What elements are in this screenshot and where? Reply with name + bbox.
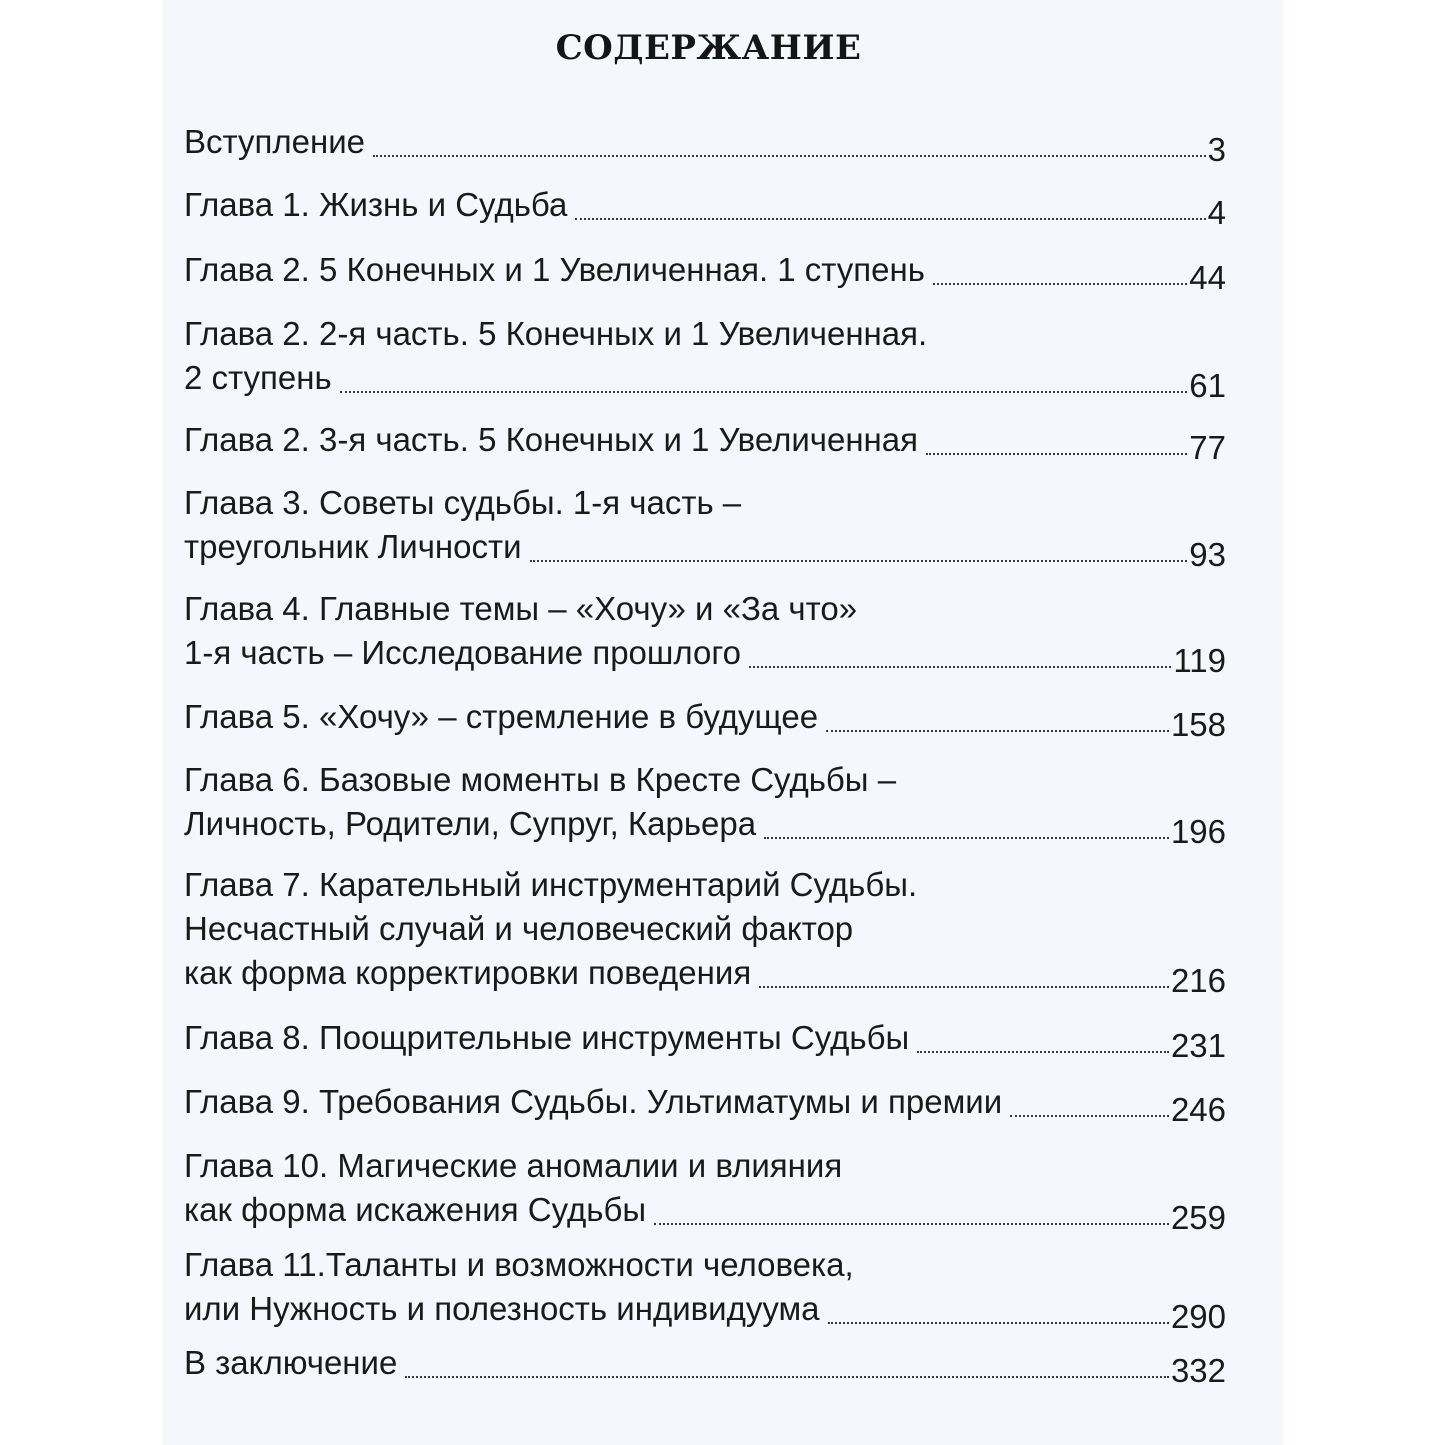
toc-entry (184, 1243, 1226, 1335)
toc-entry (184, 248, 1226, 296)
toc-entry-last-line (184, 1080, 1226, 1128)
dot-leader (749, 666, 1171, 668)
toc-entry-text-line: Глава 1. Жизнь и Судьба (184, 186, 568, 223)
dot-leader (1010, 1115, 1169, 1117)
page-number: 216 (1170, 962, 1226, 999)
toc-entry-last-line (184, 1188, 1226, 1236)
toc-entry (184, 481, 1226, 573)
toc-entry-text-line: как форма искажения Судьбы (184, 1191, 647, 1228)
toc-entry-last-line (184, 418, 1226, 466)
page-number: 196 (1170, 813, 1226, 850)
toc-entry-last-line (184, 1016, 1226, 1064)
dot-leader (575, 218, 1205, 220)
toc-entry (184, 418, 1226, 466)
toc-entry-last-line (184, 951, 1226, 999)
page-number: 332 (1170, 1352, 1226, 1389)
page-number: 4 (1207, 194, 1226, 231)
toc-entry (184, 695, 1226, 743)
dot-leader (654, 1223, 1169, 1225)
dot-leader (926, 453, 1187, 455)
dot-leader (828, 1322, 1169, 1324)
toc-entry-text-line: Глава 9. Требования Судьбы. Ультиматумы и премии (184, 1083, 1003, 1120)
toc-entry (184, 312, 1226, 404)
page-number: 93 (1189, 536, 1226, 573)
toc-entry-last-line (184, 183, 1226, 231)
toc-entry-text-line: Несчастный случай и человеческий фактор (184, 910, 854, 947)
page-number: 77 (1189, 429, 1226, 466)
toc-entry-text-line: 2 ступень (184, 359, 332, 396)
toc-entry-text-line: или Нужность и полезность индивидуума (184, 1290, 820, 1327)
page-number: 61 (1189, 367, 1226, 404)
toc-entry-text-line: 1-я часть – Исследование прошлого (184, 634, 742, 671)
toc-entry-text-line: Глава 5. «Хочу» – стремление в будущее (184, 698, 819, 735)
page-number: 246 (1170, 1091, 1226, 1128)
toc-entry (184, 863, 1226, 999)
page-number: 259 (1170, 1199, 1226, 1236)
page-number: 290 (1170, 1298, 1226, 1335)
toc-entry-text-line: Глава 10. Магические аномалии и влияния (184, 1147, 843, 1184)
toc-entry (184, 758, 1226, 850)
toc-entry-text-line: Глава 3. Советы судьбы. 1-я часть – (184, 484, 742, 521)
toc-entry (184, 587, 1226, 679)
toc-entry-text-line: Глава 11.Таланты и возможности человека, (184, 1246, 854, 1283)
page-number: 3 (1207, 131, 1226, 168)
dot-leader (933, 283, 1187, 285)
toc-entry (184, 120, 1226, 168)
toc-entry-text-line: Глава 6. Базовые моменты в Кресте Судьбы – (184, 761, 897, 798)
toc-entry-text-line: треугольник Личности (184, 528, 522, 565)
toc-entry (184, 1341, 1226, 1389)
toc-entry-last-line (184, 631, 1226, 679)
toc-entry-last-line (184, 802, 1226, 850)
toc-entry-text-line: Личность, Родители, Супруг, Карьера (184, 805, 757, 842)
toc-entry (184, 183, 1226, 231)
dot-leader (340, 391, 1188, 393)
toc-entry-text-line: Глава 4. Главные темы – «Хочу» и «За что» (184, 590, 858, 627)
toc-entry-last-line (184, 1287, 1226, 1335)
dot-leader (405, 1376, 1169, 1378)
toc-entry-last-line (184, 525, 1226, 573)
toc-entry (184, 1144, 1226, 1236)
toc-entry-text-line: Глава 8. Поощрительные инструменты Судьбы (184, 1019, 910, 1056)
toc-entry-text-line: В заключение (184, 1344, 398, 1381)
toc-entry-last-line (184, 695, 1226, 743)
dot-leader (826, 730, 1169, 732)
toc-entry-text-line: Вступление (184, 123, 365, 160)
toc-entry (184, 1080, 1226, 1128)
page-number: 44 (1189, 259, 1226, 296)
dot-leader (759, 986, 1169, 988)
dot-leader (373, 155, 1206, 157)
toc-entry-last-line (184, 356, 1226, 404)
book-page (162, 0, 1283, 1445)
page-number: 231 (1170, 1027, 1226, 1064)
toc-entry-text-line: как форма корректировки поведения (184, 954, 752, 991)
toc-entry-text-line: Глава 7. Карательный инструментарий Судьбы. (184, 866, 918, 903)
dot-leader (530, 560, 1188, 562)
toc-entry-text-line: Глава 2. 2-я часть. 5 Конечных и 1 Увеличенная. (184, 315, 928, 352)
toc-entry (184, 1016, 1226, 1064)
dot-leader (917, 1051, 1169, 1053)
toc-title: СОДЕРЖАНИЕ (555, 28, 862, 68)
toc-entry-last-line (184, 248, 1226, 296)
toc-entry-text-line: Глава 2. 5 Конечных и 1 Увеличенная. 1 ступень (184, 251, 925, 288)
toc-entry-last-line (184, 1341, 1226, 1389)
toc-entry-last-line (184, 120, 1226, 168)
dot-leader (764, 837, 1169, 839)
page-number: 158 (1170, 706, 1226, 743)
toc-entry-text-line: Глава 2. 3-я часть. 5 Конечных и 1 Увеличенная (184, 421, 919, 458)
page-number: 119 (1173, 642, 1226, 679)
